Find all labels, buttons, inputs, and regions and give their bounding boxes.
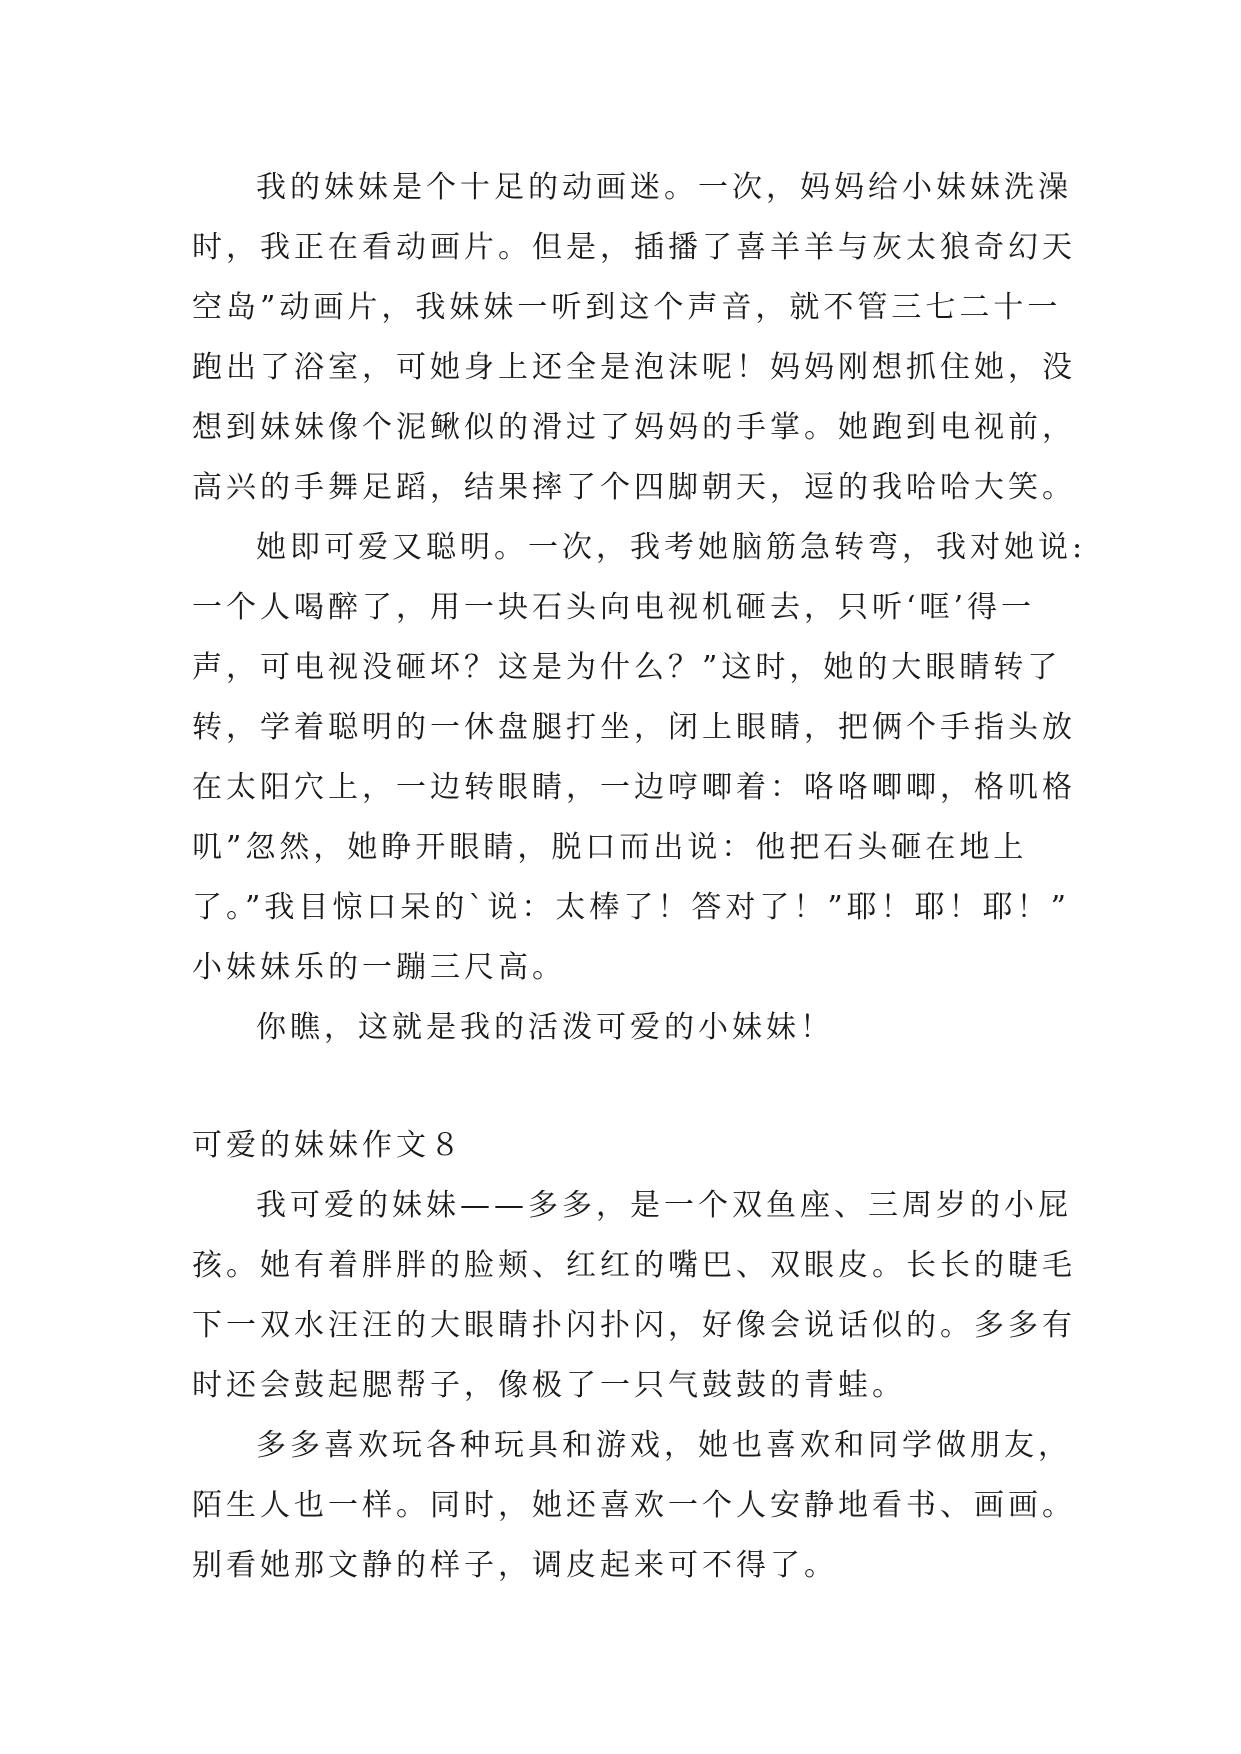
section-spacer — [192, 1058, 1072, 1116]
paragraph-2 — [192, 518, 1087, 998]
text-line: 了。”我目惊口呆的`说：太棒了！答对了！”耶！耶！耶！” — [192, 890, 1071, 925]
text-line: 多多喜欢玩各种玩具和游戏，她也喜欢和同学做朋友， — [256, 1428, 1072, 1463]
text-line: 高兴的手舞足蹈，结果摔了个四脚朝天，逗的我哈哈大笑。 — [192, 470, 1076, 505]
paragraph-5 — [192, 1416, 1076, 1596]
paragraph-1 — [192, 158, 1076, 518]
section-title: 可爱的妹妹作文８ — [192, 1128, 464, 1163]
text-line: 转，学着聪明的一休盘腿打坐，闭上眼睛，把俩个手指头放 — [192, 710, 1076, 745]
text-line: 想到妹妹像个泥鳅似的滑过了妈妈的手掌。她跑到电视前， — [192, 410, 1076, 445]
document-page — [192, 158, 1087, 1596]
text-line: 陌生人也一样。同时，她还喜欢一个人安静地看书、画画。 — [192, 1488, 1076, 1523]
text-line: 你瞧，这就是我的活泼可爱的小妹妹！ — [256, 1010, 834, 1045]
text-line: 空岛”动画片，我妹妹一听到这个声音，就不管三七二十一 — [192, 290, 1062, 325]
paragraph-4 — [192, 1176, 1076, 1416]
text-line: 小妹妹乐的一蹦三尺高。 — [192, 950, 566, 985]
paragraph-3 — [192, 998, 1072, 1058]
text-line: 时，我正在看动画片。但是，插播了喜羊羊与灰太狼奇幻天 — [192, 230, 1076, 265]
text-line: 时还会鼓起腮帮子，像极了一只气鼓鼓的青蛙。 — [192, 1368, 906, 1403]
text-line: 叽”忽然，她睁开眼睛，脱口而出说：他把石头砸在地上 — [192, 830, 1028, 865]
text-line: 别看她那文静的样子，调皮起来可不得了。 — [192, 1548, 838, 1583]
text-line: 孩。她有着胖胖的脸颊、红红的嘴巴、双眼皮。长长的睫毛 — [192, 1248, 1076, 1283]
text-line: 下一双水汪汪的大眼睛扑闪扑闪，好像会说话似的。多多有 — [192, 1308, 1076, 1343]
text-line: 我的妹妹是个十足的动画迷。一次，妈妈给小妹妹洗澡 — [256, 170, 1072, 205]
text-line: 跑出了浴室，可她身上还全是泡沫呢！妈妈刚想抓住她，没 — [192, 350, 1076, 385]
text-line: 她即可爱又聪明。一次，我考她脑筋急转弯，我对她说: — [256, 530, 1087, 565]
text-line: 在太阳穴上，一边转眼睛，一边哼唧着：咯咯唧唧，格叽格 — [192, 770, 1076, 805]
text-line: 声，可电视没砸坏？这是为什么？”这时，她的大眼睛转了 — [192, 650, 1062, 685]
text-line: 一个人喝醉了，用一块石头向电视机砸去，只听‘哐’得一 — [192, 590, 1036, 625]
text-line: 我可爱的妹妹——多多，是一个双鱼座、三周岁的小屁 — [256, 1188, 1072, 1223]
